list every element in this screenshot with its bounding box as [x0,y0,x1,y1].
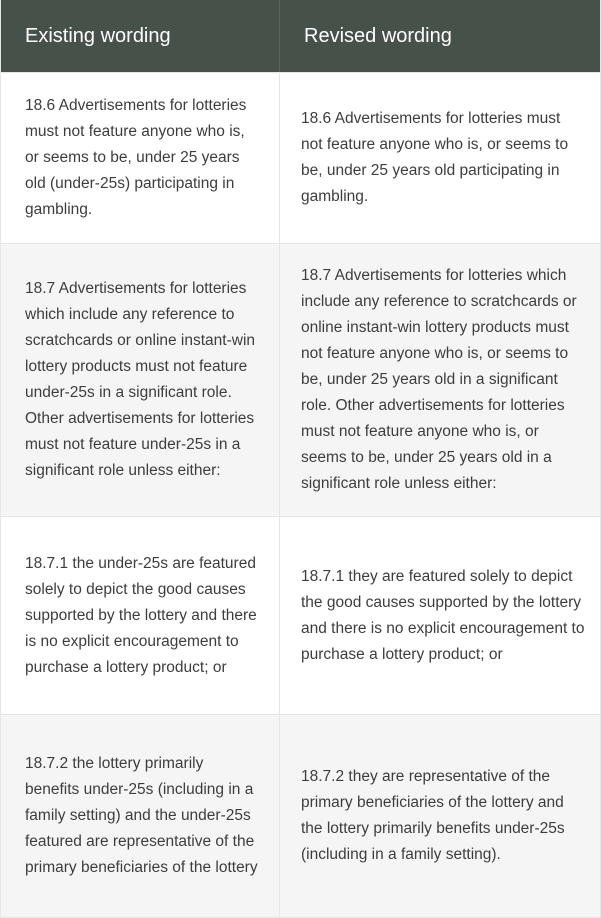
revised-wording-text: 18.7 Advertisements for lotteries which include any reference to scratchcards or online instant-win lottery products must not feature anyone who is, or seems to be, under 25 years old in a significant role. Other advertisements for lotteries must not feature anyone who is, or seems to be, under 25 years old in a significant role unless either: [301,267,577,492]
revised-wording-cell [280,715,600,917]
table-header [1,0,600,72]
table-row [1,243,600,516]
existing-wording-cell [1,715,280,917]
header-revised-wording: Revised wording [304,24,452,47]
revised-wording-cell [280,517,600,714]
existing-wording-text: 18.7 Advertisements for lotteries which include any reference to scratchcards or online instant-win lottery products must not feature under-25s in a significant role. Other advertisements for lotteries must not feature under-25s in a significant role unless either: [25,280,256,479]
revised-wording-cell [280,73,600,243]
revised-wording-text: 18.7.1 they are featured solely to depict the good causes supported by the lottery and there is no explicit encouragement to purchase a lottery product; or [301,567,585,663]
existing-wording-cell [1,517,280,714]
revised-wording-text: 18.7.2 they are representative of the primary beneficiaries of the lottery and the lottery primarily benefits under-25s (including in a family setting). [301,768,565,863]
revised-wording-text: 18.6 Advertisements for lotteries must not feature anyone who is, or seems to be, under 25 years old participating in gambling. [301,110,569,205]
existing-wording-cell [1,244,280,516]
existing-wording-text: 18.7.2 the lottery primarily benefits under-25s (including in a family setting) and the under-25s featured are representative of the primary beneficiaries of the lottery [25,755,258,876]
revised-wording-cell [280,244,600,516]
table-row [1,714,600,917]
table-row [1,72,600,243]
header-existing-wording: Existing wording [1,0,280,72]
existing-wording-cell [1,73,280,243]
existing-wording-text: 18.7.1 the under-25s are featured solely to depict the good causes supported by the lottery and there is no explicit encouragement to purchase a lottery product; or [25,554,257,676]
table-row [1,516,600,714]
existing-wording-text: 18.6 Advertisements for lotteries must not feature anyone who is, or seems to be, under 25 years old (under-25s) participating in gambling. [25,97,247,218]
